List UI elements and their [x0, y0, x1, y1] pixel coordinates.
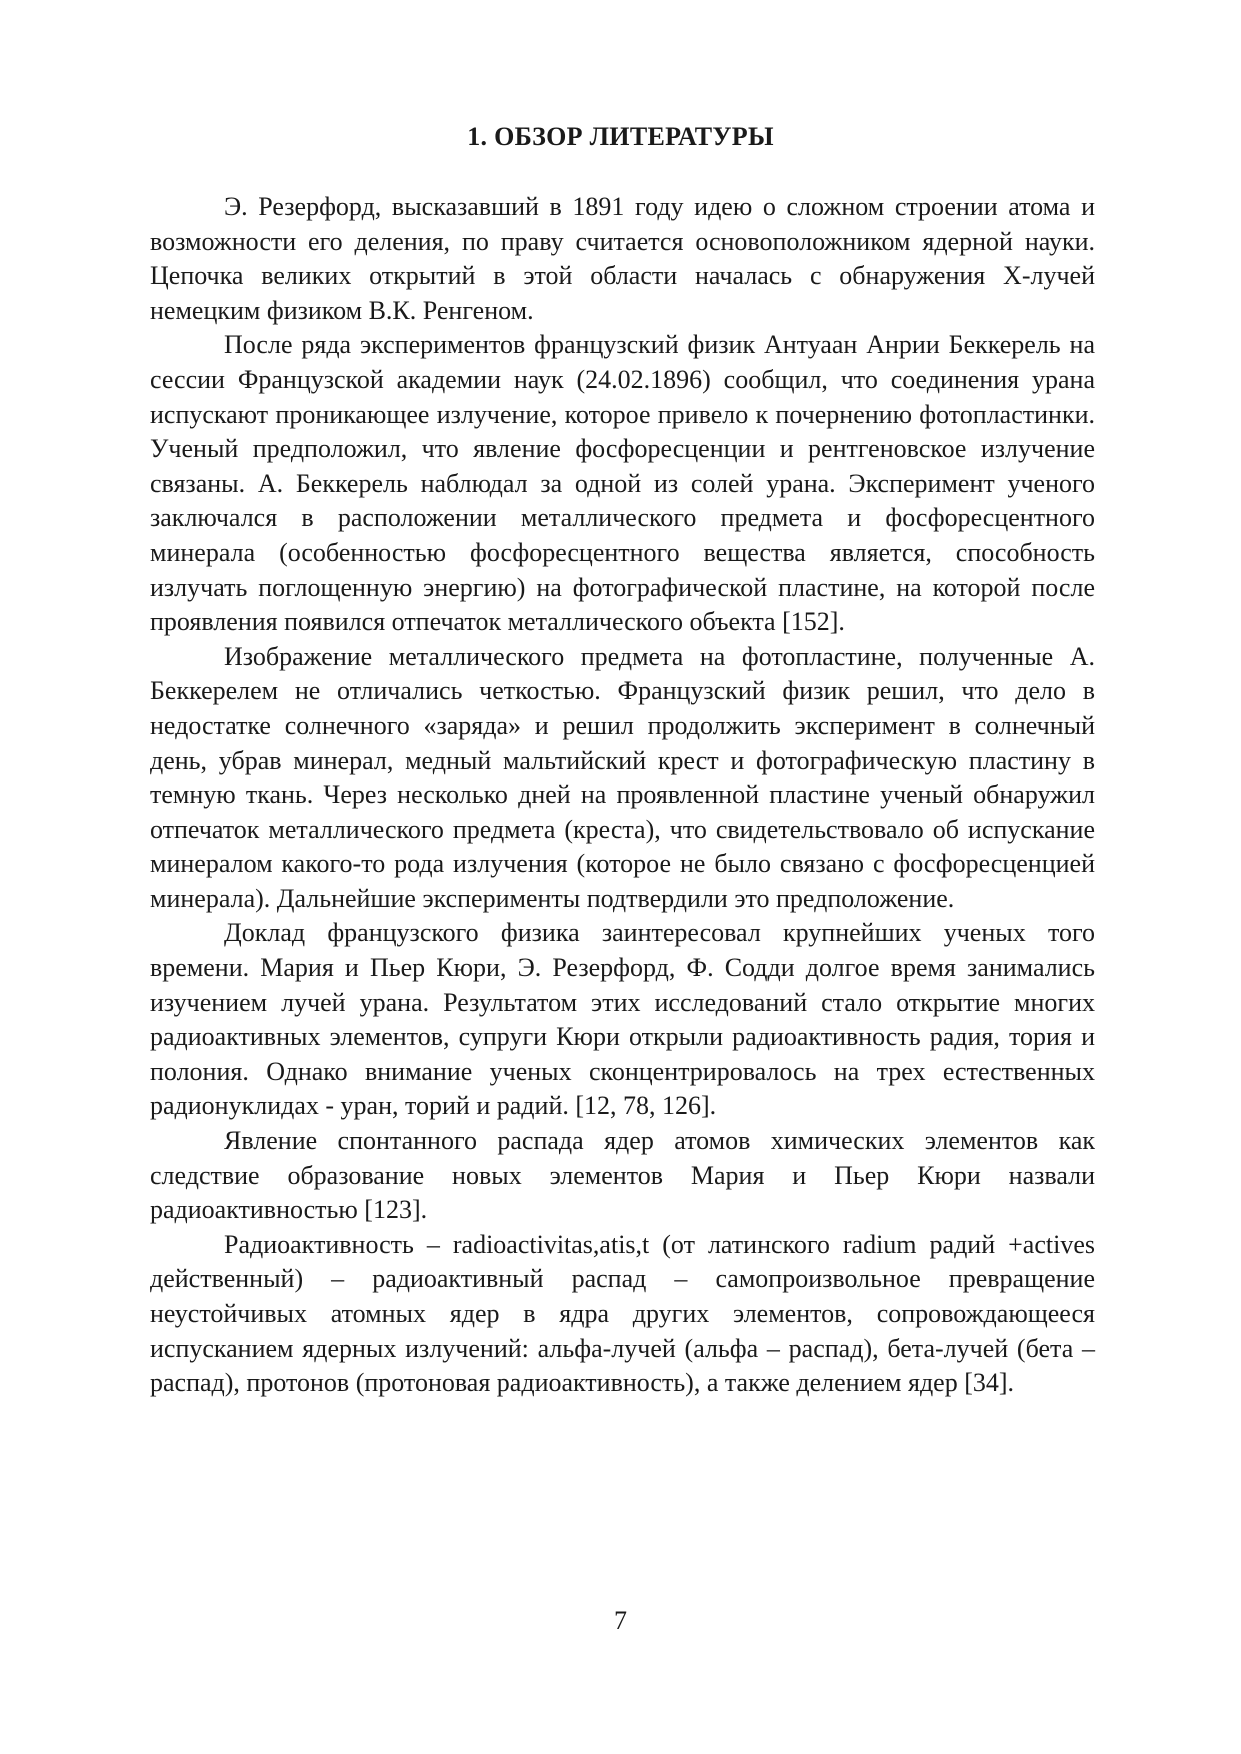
section-heading: 1. ОБЗОР ЛИТЕРАТУРЫ	[467, 122, 774, 151]
paragraph-radioactivity-definition: Радиоактивность – radioactivitas,atis,t (от латинского radium радий +actives действенный) – радиоактивный распад – самопроизвольное превращение неустойчивых атомных ядер в ядра других элементов, сопровождающееся испусканием ядерных излучений: альфа-лучей (альфа – распад), бета-лучей (бета – распад), протонов (протоновая радиоактивность), а также делением ядер [34].	[150, 1229, 1095, 1398]
body-text	[150, 190, 1095, 1401]
paragraph-becquerel-experiment: После ряда экспериментов французский физик Антуаан Анрии Беккерель на сессии Французской академии наук (24.02.1896) сообщил, что соединения урана испускают проникающее излучение, которое привело к почернению фотопластинки. Ученый предположил, что явление фосфоресценции и рентгеновское излучение связаны. А. Беккерель наблюдал за одной из солей урана. Эксперимент ученого заключался в расположении металлического предмета и фосфоресцентного минерала (особенностью фосфоресцентного вещества является, способность излучать поглощенную энергию) на фотографической пластине, на которой после проявления появился отпечаток металлического объекта [152].	[150, 330, 1095, 637]
page-number: 7	[614, 1606, 627, 1635]
paragraph-radioactivity-naming: Явление спонтанного распада ядер атомов химических элементов как следствие образование новых элементов Мария и Пьер Кюри назвали радиоактивностью [123].	[150, 1126, 1095, 1225]
paragraph-rutherford: Э. Резерфорд, высказавший в 1891 году идею о сложном строении атома и возможности его деления, по праву считается основоположником ядерной науки. Цепочка великих открытий в этой области началась с обнаружения Х-лучей немецким физиком В.К. Ренгеном.	[150, 192, 1095, 325]
paragraph-metal-image: Изображение металлического предмета на фотопластине, полученные А. Беккерелем не отличались четкостью. Французский физик решил, что дело в недостатке солнечного «заряда» и решил продолжить эксперимент в солнечный день, убрав минерал, медный мальтийский крест и фотографическую пластину в темную ткань. Через несколько дней на проявленной пластине ученый обнаружил отпечаток металлического предмета (креста), что свидетельствовало об испускание минералом какого-то рода излучения (которое не было связано с фосфоресценцией минерала). Дальнейшие эксперименты подтвердили это предположение.	[150, 641, 1095, 913]
paragraph-curie-research: Доклад французского физика заинтересовал крупнейших ученых того времени. Мария и Пьер Кюри, Э. Резерфорд, Ф. Содди долгое время занимались изучением лучей урана. Результатом этих исследований стало открытие многих радиоактивных элементов, супруги Кюри открыли радиоактивность радия, тория и полония. Однако внимание ученых сконцентрировалось на трех естественных радионуклидах - уран, торий и радий. [12, 78, 126].	[150, 918, 1095, 1121]
